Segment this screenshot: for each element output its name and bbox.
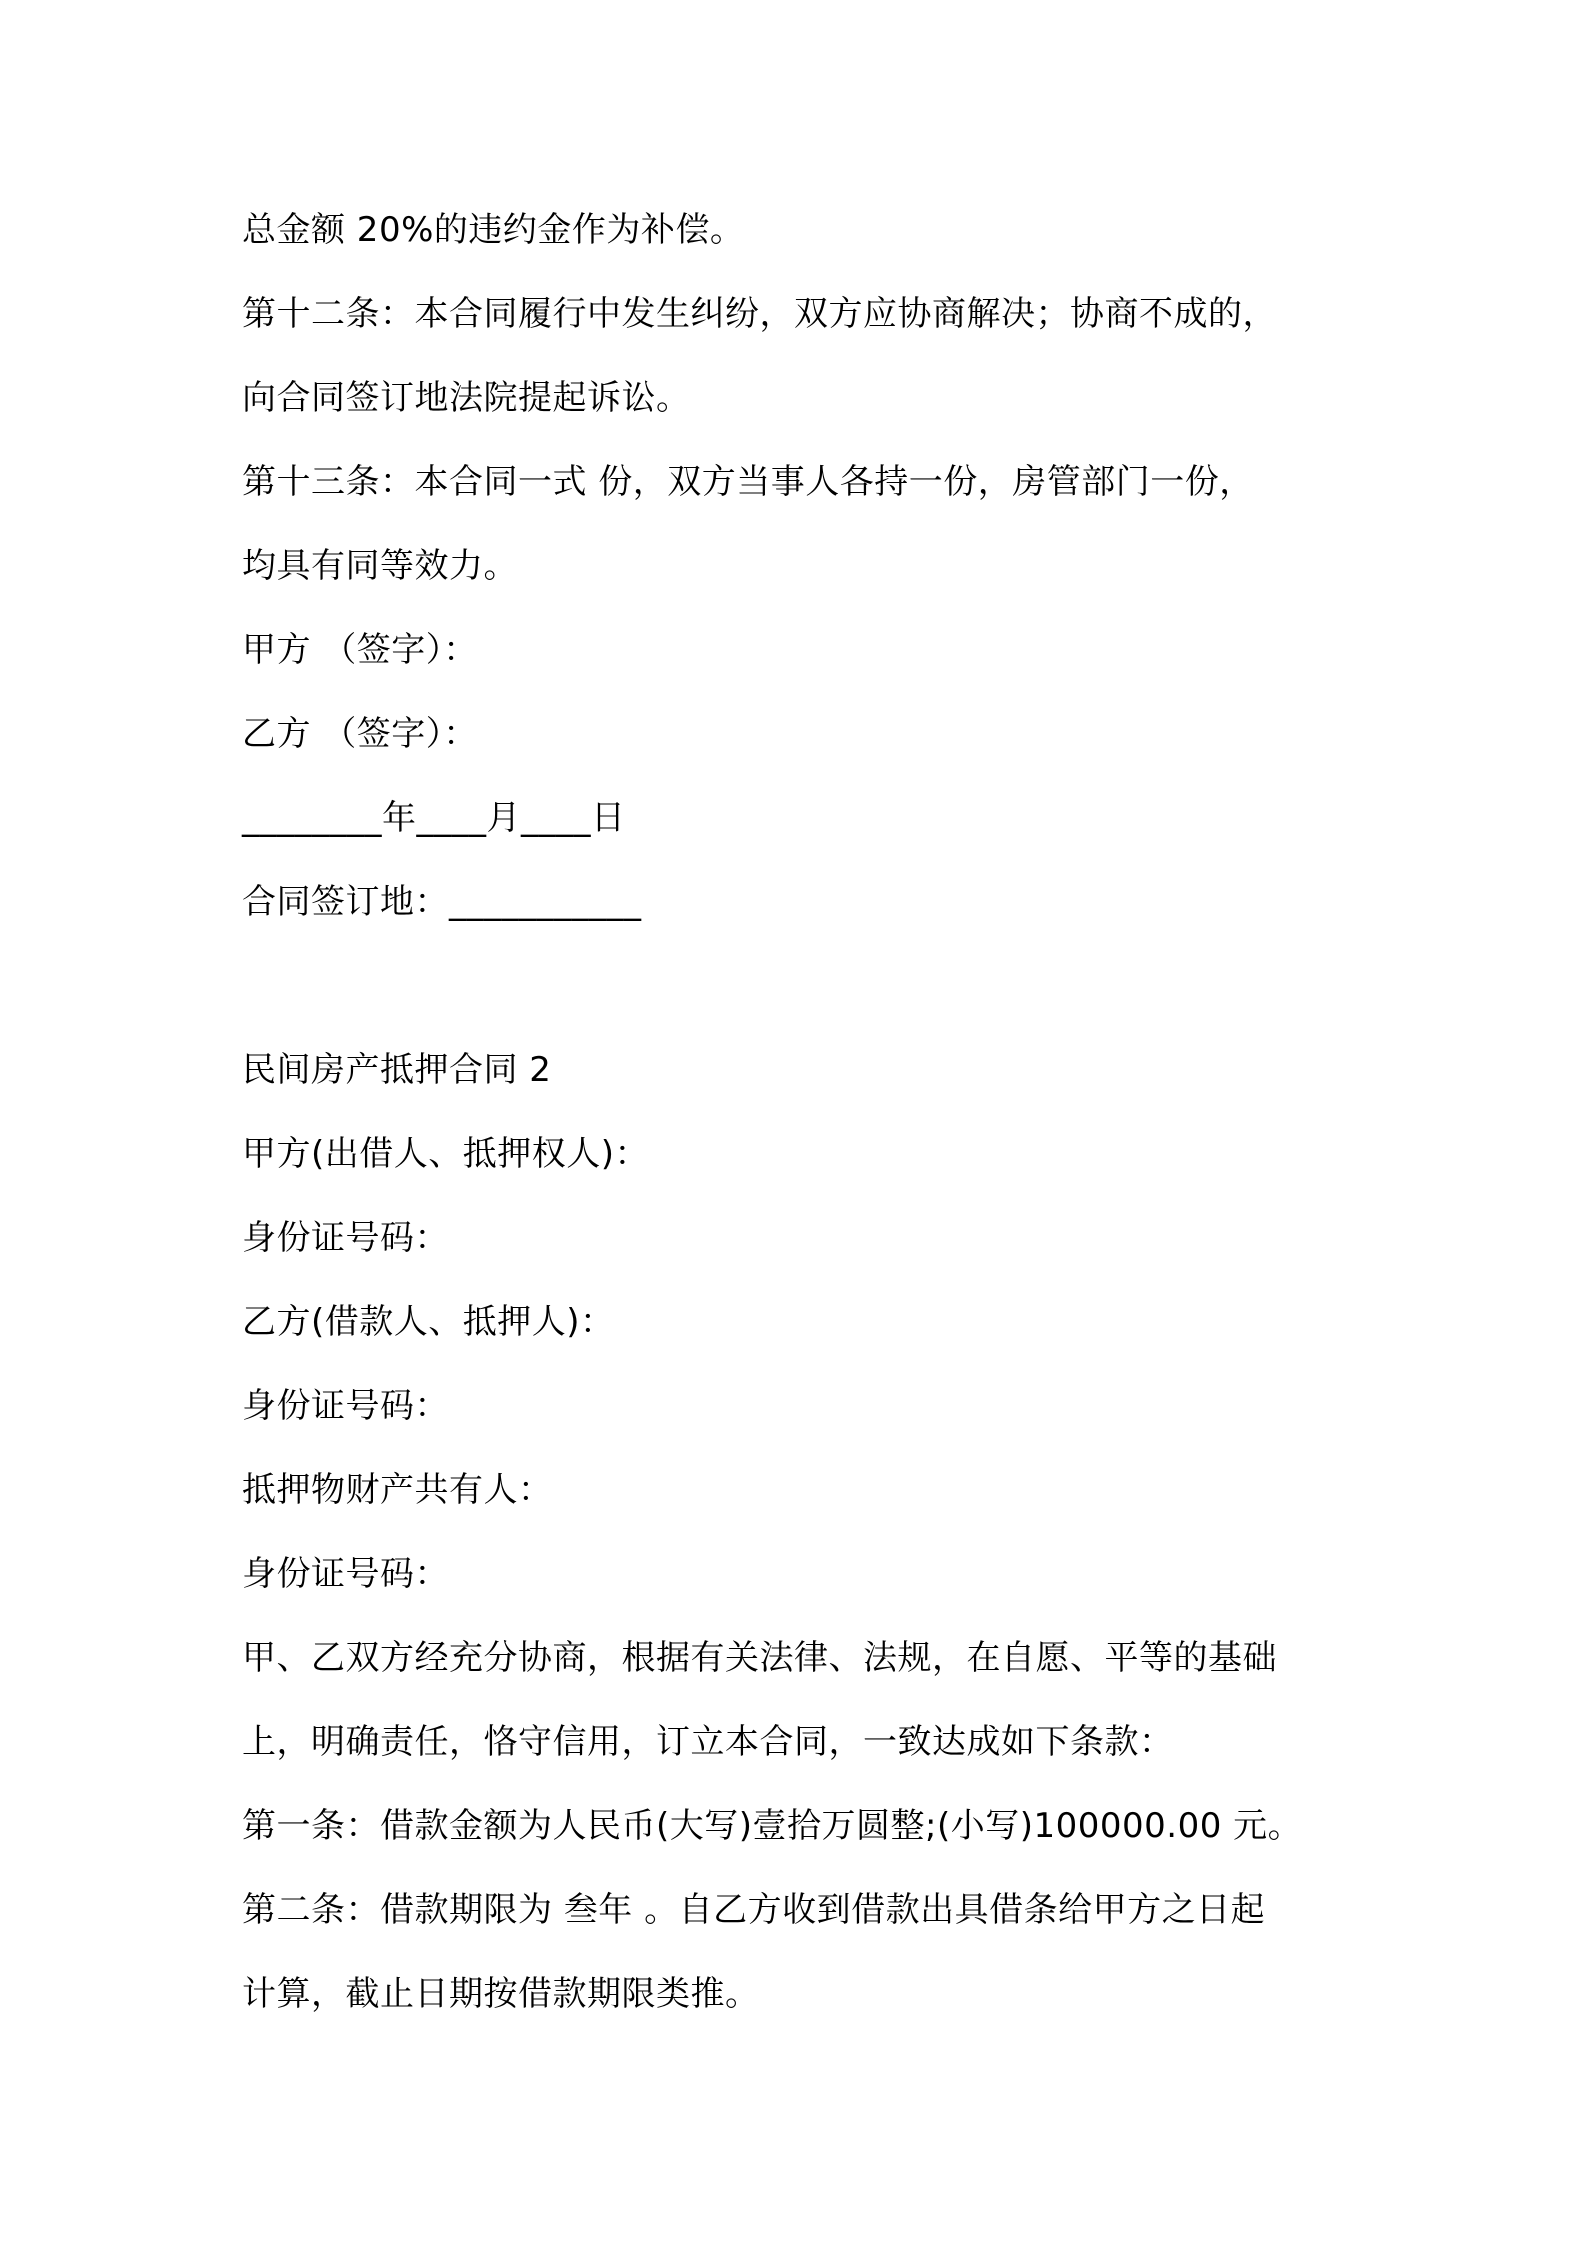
text-line: 上，明确责任，恪守信用，订立本合同，一致达成如下条款： — [242, 1722, 1174, 1762]
signing-place: 合同签订地：___________ — [242, 882, 642, 922]
text-line: 计算，截止日期按借款期限类推。 — [242, 1974, 760, 2014]
text-line: 向合同签订地法院提起诉讼。 — [242, 378, 691, 418]
text-line: 第十二条：本合同履行中发生纠纷，双方应协商解决；协商不成的， — [242, 294, 1277, 334]
text-line: 抵押物财产共有人： — [242, 1470, 553, 1510]
document-body — [242, 198, 1372, 2046]
section-gap — [242, 954, 1372, 1038]
text-line: 身份证号码： — [242, 1386, 449, 1426]
text-line: 第一条：借款金额为人民币(大写)壹拾万圆整;(小写)100000.00 元。 — [242, 1806, 1303, 1846]
party-a-signature: 甲方 （签字）： — [242, 630, 478, 670]
text-line: 第十三条：本合同一式 份，双方当事人各持一份，房管部门一份， — [242, 462, 1254, 502]
section-title: 民间房产抵押合同 2 — [242, 1050, 552, 1090]
text-line: 均具有同等效力。 — [242, 546, 518, 586]
text-line: 身份证号码： — [242, 1218, 449, 1258]
text-line: 甲、乙双方经充分协商，根据有关法律、法规，在自愿、平等的基础 — [242, 1638, 1277, 1678]
text-line: 总金额 20%的违约金作为补偿。 — [242, 210, 745, 250]
text-line: 乙方(借款人、抵押人)： — [242, 1302, 615, 1342]
text-line: 第二条：借款期限为 叁年 。自乙方收到借款出具借条给甲方之日起 — [242, 1890, 1266, 1930]
party-b-signature: 乙方 （签字）： — [242, 714, 478, 754]
date-line: ________年____月____日 — [242, 798, 626, 838]
text-line: 身份证号码： — [242, 1554, 449, 1594]
text-line: 甲方(出借人、抵押权人)： — [242, 1134, 650, 1174]
